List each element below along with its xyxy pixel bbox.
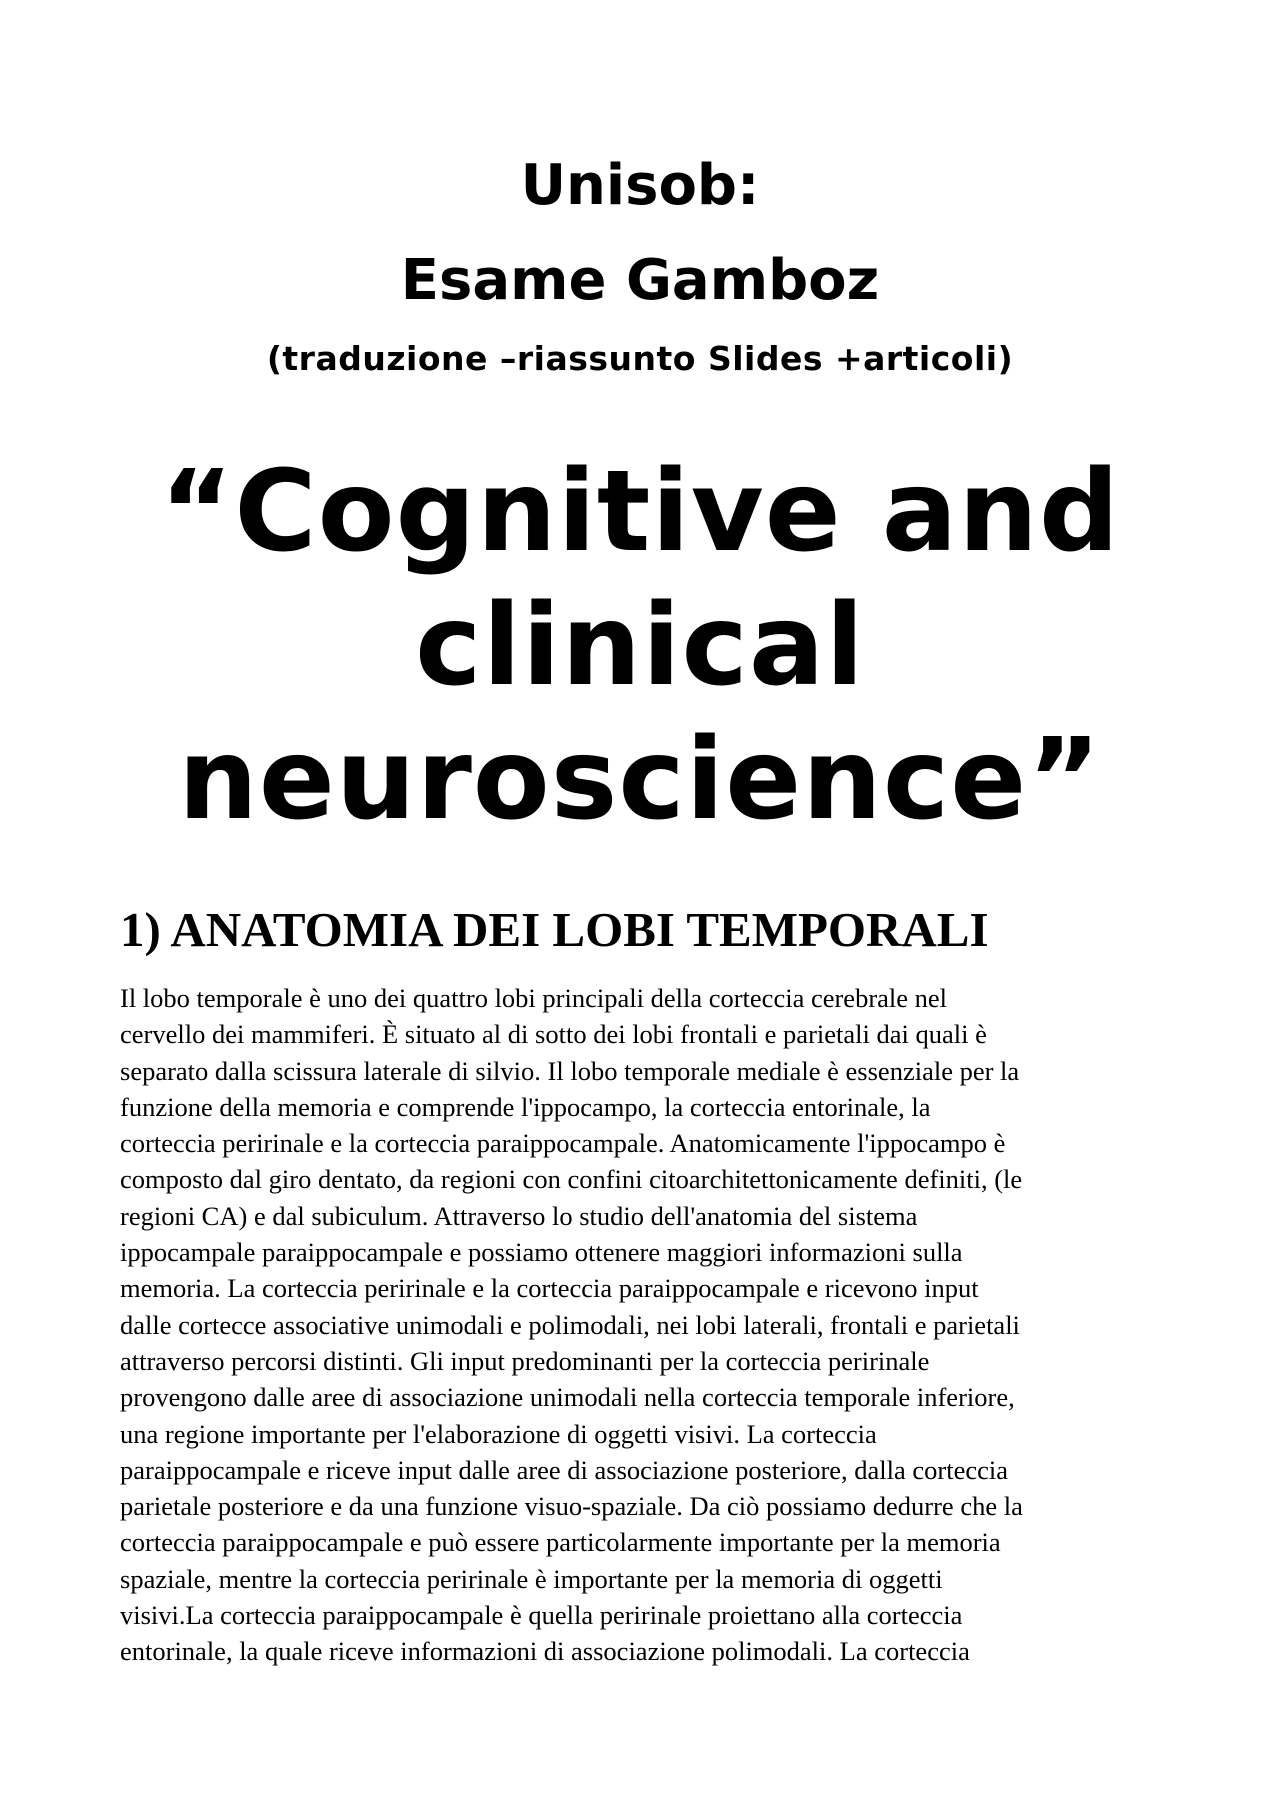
paragraph-line: composto dal giro dentato, da regioni con confini citoarchitettonicamente definiti, (le bbox=[120, 1164, 1023, 1195]
paragraph-line: separato dalla scissura laterale di silvio. Il lobo temporale mediale è essenziale per la bbox=[120, 1055, 1020, 1086]
section-heading: 1) ANATOMIA DEI LOBI TEMPORALI bbox=[120, 902, 989, 957]
paragraph-line: regioni CA) e dal subiculum. Attraverso lo studio dell'anatomia del sistema bbox=[120, 1200, 918, 1231]
paragraph-line: spaziale, mentre la corteccia peririnale è importante per la memoria di oggetti bbox=[120, 1563, 943, 1594]
paragraph-line: una regione importante per l'elaborazione di oggetti visivi. La corteccia bbox=[120, 1418, 877, 1449]
header-exam: Esame Gamboz bbox=[400, 248, 880, 313]
header-subtitle: (traduzione –riassunto Slides +articoli) bbox=[266, 339, 1014, 378]
paragraph-line: parietale posteriore e da una funzione visuo-spaziale. Da ciò possiamo dedurre che la bbox=[120, 1491, 1023, 1522]
paragraph-line: Il lobo temporale è uno dei quattro lobi principali della corteccia cerebrale nel bbox=[120, 983, 948, 1013]
paragraph-line: corteccia peririnale e la corteccia paraippocampale. Anatomicamente l'ippocampo è bbox=[120, 1128, 1006, 1159]
paragraph-line: memoria. La corteccia peririnale e la corteccia paraippocampale e ricevono input bbox=[120, 1273, 979, 1304]
paragraph-line: cervello dei mammiferi. È situato al di sotto dei lobi frontali e parietali dai quali è bbox=[120, 1019, 987, 1050]
paragraph-line: entorinale, la quale riceve informazioni di associazione polimodali. La corteccia bbox=[120, 1636, 970, 1667]
paragraph-line: corteccia paraippocampale e può essere particolarmente importante per la memoria bbox=[120, 1527, 1001, 1558]
paragraph-line: paraippocampale e riceve input dalle aree di associazione posteriore, dalla corteccia bbox=[120, 1454, 1009, 1485]
document-title-line: neuroscience” bbox=[178, 715, 1102, 845]
paragraph-line: provengono dalle aree di associazione unimodali nella corteccia temporale inferiore, bbox=[120, 1382, 1015, 1413]
paragraph-line: dalle cortecce associative unimodali e polimodali, nei lobi laterali, frontali e parietali bbox=[120, 1309, 1020, 1340]
paragraph-line: funzione della memoria e comprende l'ippocampo, la corteccia entorinale, la bbox=[120, 1091, 931, 1122]
section-paragraph bbox=[120, 980, 1180, 1670]
document-title bbox=[0, 445, 1280, 847]
header-institution: Unisob: bbox=[520, 153, 760, 218]
paragraph-line: visivi.La corteccia paraippocampale è quella peririnale proiettano alla corteccia bbox=[120, 1600, 963, 1631]
paragraph-line: attraverso percorsi distinti. Gli input predominanti per la corteccia peririnale bbox=[120, 1345, 930, 1376]
paragraph-line: ippocampale paraippocampale e possiamo ottenere maggiori informazioni sulla bbox=[120, 1237, 963, 1268]
document-title-line: clinical bbox=[415, 581, 865, 711]
document-title-line: “Cognitive and bbox=[159, 447, 1121, 577]
